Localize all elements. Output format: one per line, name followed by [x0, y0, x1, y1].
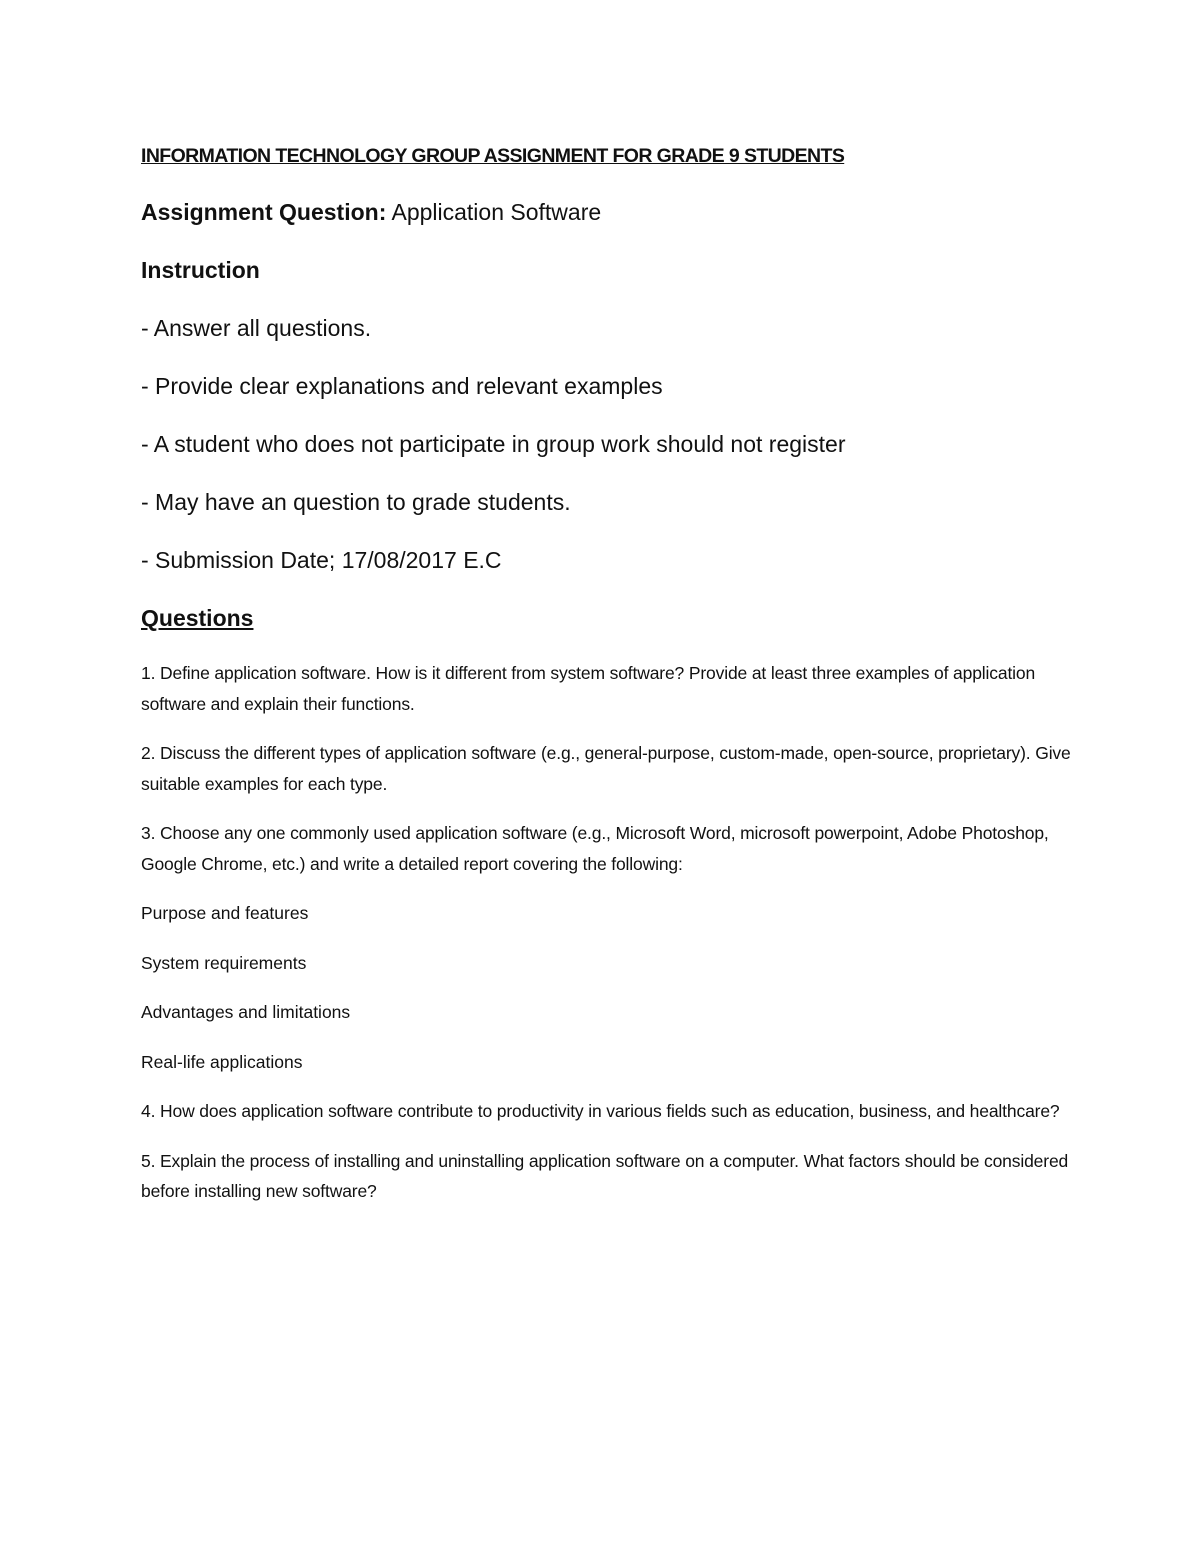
question-2: 2. Discuss the different types of application software (e.g., general-purpose, custom-made, open-source, proprietary). Give suitable examples for each type.	[141, 743, 1071, 794]
instruction-item: - Answer all questions.	[141, 315, 372, 341]
assignment-question-value: Application Software	[386, 199, 602, 225]
instruction-item: - A student who does not participate in group work should not register	[141, 431, 846, 457]
instruction-item: - Provide clear explanations and relevant examples	[141, 373, 663, 399]
assignment-question-label: Assignment Question:	[141, 199, 387, 225]
question-3-point: System requirements	[141, 952, 307, 973]
question-5: 5. Explain the process of installing and uninstalling application software on a computer. What factors should be considered before installing new software?	[141, 1150, 1069, 1201]
question-1: 1. Define application software. How is it different from system software? Provide at least three examples of application software and explain their functions.	[141, 663, 1036, 714]
instruction-item: - Submission Date; 17/08/2017 E.C	[141, 547, 502, 573]
instruction-heading: Instruction	[141, 257, 260, 283]
document-body	[141, 140, 1071, 1226]
instruction-list	[141, 312, 1071, 576]
question-3-point: Purpose and features	[141, 903, 309, 923]
assignment-question	[141, 196, 1071, 228]
document-title: INFORMATION TECHNOLOGY GROUP ASSIGNMENT FOR GRADE 9 STUDENTS	[141, 145, 845, 167]
question-4: 4. How does application software contribute to productivity in various fields such as education, business, and healthcare?	[141, 1101, 1060, 1121]
question-3-point: Real-life applications	[141, 1051, 303, 1072]
instruction-item: - May have an question to grade students.	[141, 489, 571, 515]
question-3-point: Advantages and limitations	[141, 1002, 351, 1022]
questions-heading: Questions	[141, 605, 254, 631]
question-3: 3. Choose any one commonly used application software (e.g., Microsoft Word, microsoft powerpoint, Adobe Photoshop, Google Chrome, etc.) and write a detailed report covering the following:	[141, 823, 1049, 874]
questions-list	[141, 658, 1071, 1207]
